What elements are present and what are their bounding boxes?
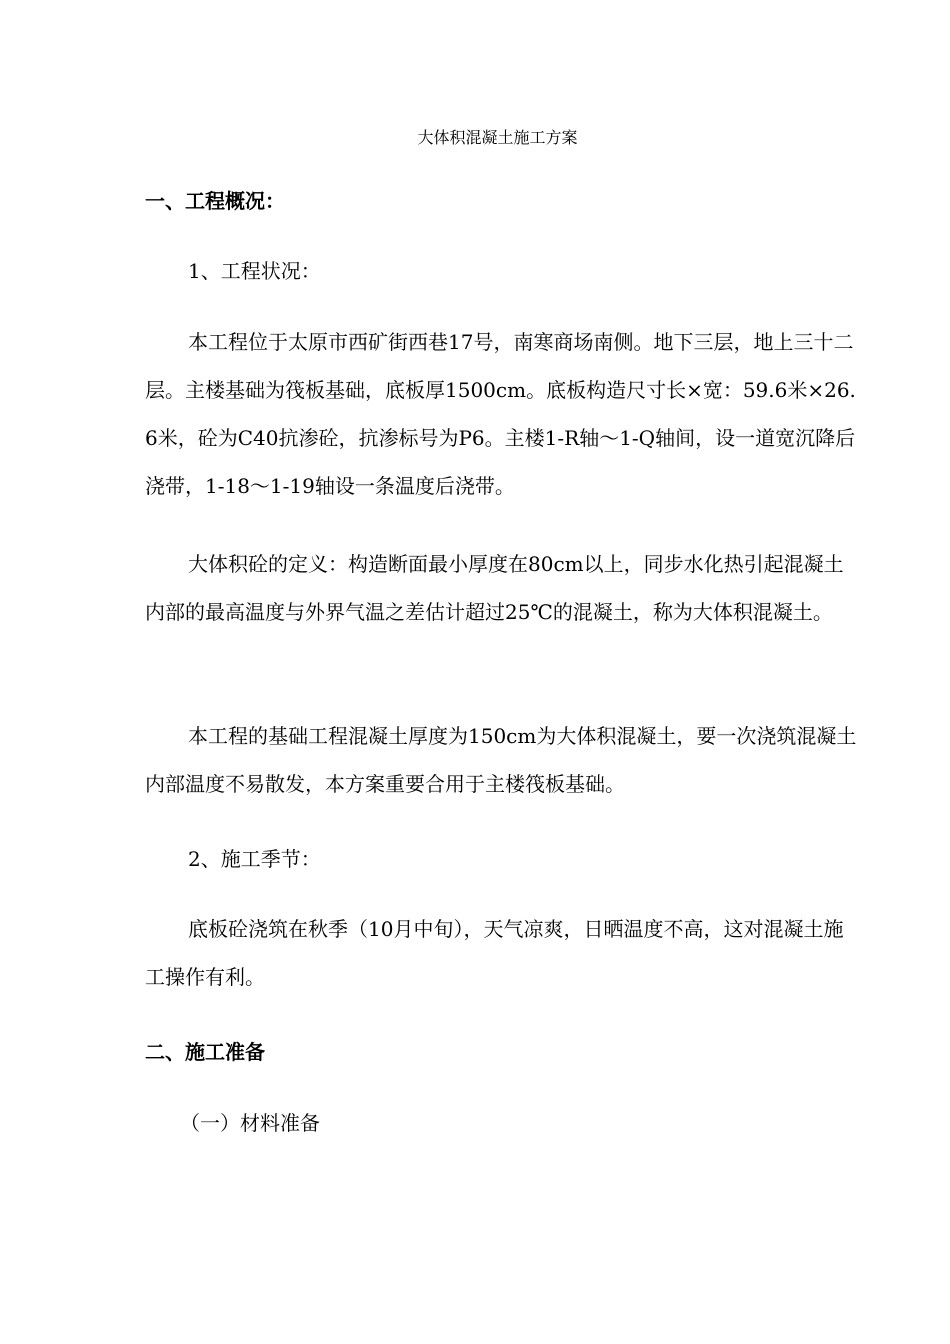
paragraph-foundation-thickness: 本工程的基础工程混凝土厚度为150cm为大体积混凝土，要一次浇筑混凝土内部温度不易散发，本方案重要合用于主楼筏板基础。 (145, 724, 857, 796)
section-heading-preparation: 二、施工准备 (145, 1040, 265, 1064)
document-title: 大体积混凝土施工方案 (417, 128, 578, 147)
subsection-heading-construction-season: 2、施工季节： (188, 847, 321, 871)
paragraph-mass-concrete-definition: 大体积砼的定义：构造断面最小厚度在80cm以上，同步水化热引起混凝土内部的最高温度与外界气温之差估计超过25℃的混凝土，称为大体积混凝土。 (145, 552, 844, 624)
subsection-heading-project-status: 1、工程状况： (188, 259, 321, 283)
section-heading-overview: 一、工程概况： (145, 189, 285, 213)
subsection-heading-material-preparation: （一）材料准备 (180, 1111, 320, 1135)
paragraph-season-description: 底板砼浇筑在秋季（10月中旬），天气凉爽，日晒温度不高，这对混凝土施工操作有利。 (145, 917, 844, 989)
paragraph-project-description: 本工程位于太原市西矿街西巷17号，南寒商场南侧。地下三层，地上三十二层。主楼基础为筏板基础，底板厚1500cm。底板构造尺寸长×宽：59.6米×26.6米，砼为C40抗渗砼，抗渗标号为P6。主楼1-R轴～1-Q轴间，设一道宽沉降后浇带，1-18～1-19轴设一条温度后浇带。 (145, 330, 856, 498)
